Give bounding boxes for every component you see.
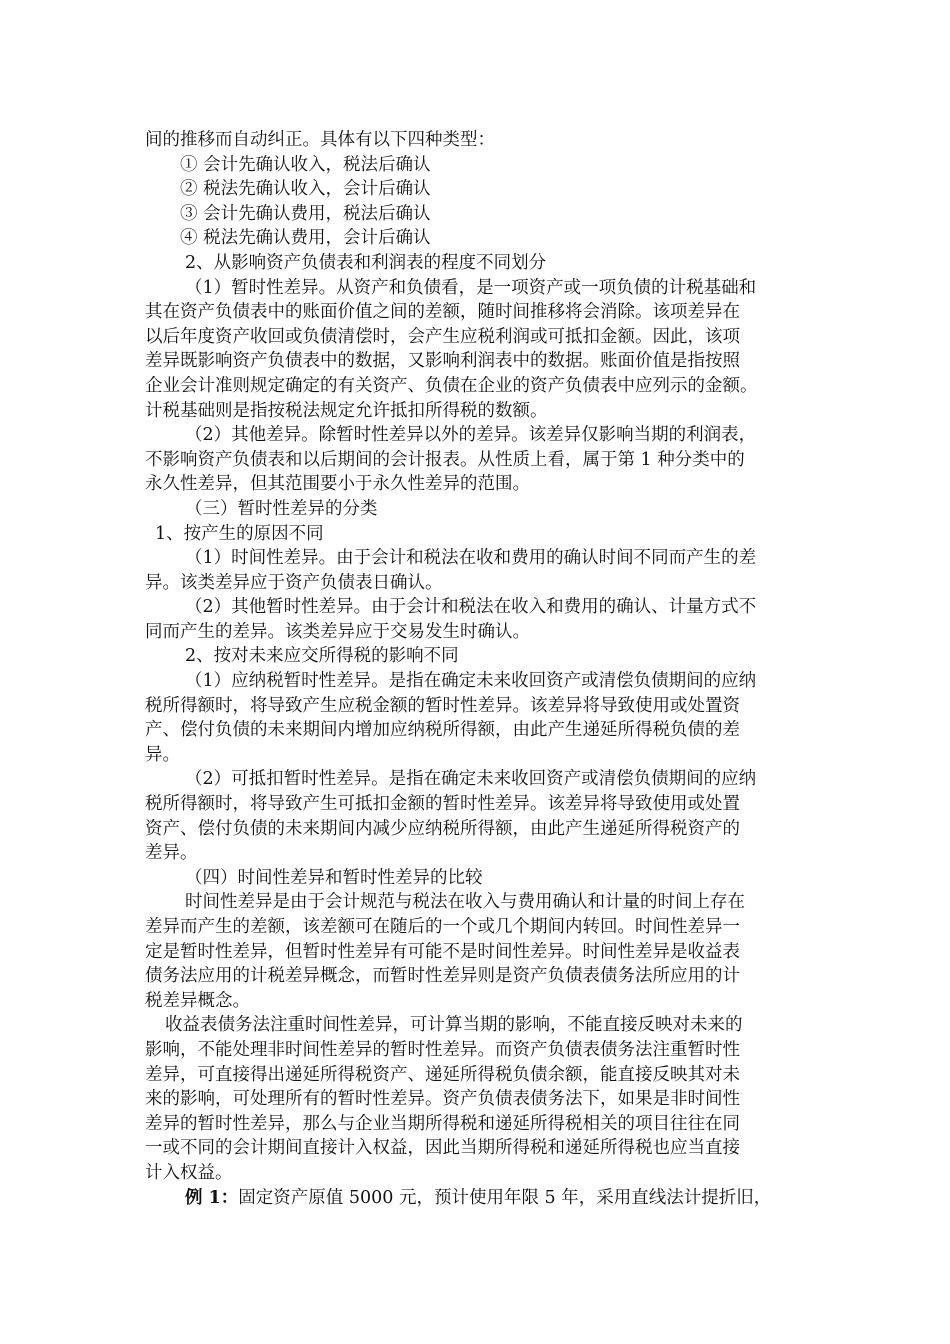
text-line: （1）应纳税暂时性差异。是指在确定未来收回资产或清偿负债期间的应纳 — [185, 671, 757, 692]
text-line: 差异，可直接得出递延所得税资产、递延所得税负债余额，能直接反映其对未 — [145, 1064, 740, 1085]
text-line: 税所得额时，将导致产生应税金额的暂时性差异。该差异将导致使用或处置资 — [145, 695, 740, 716]
text-line: 影响，不能处理非时间性差异的暂时性差异。而资产负债表债务法注重暂时性 — [145, 1039, 740, 1060]
section-heading: （四）时间性差异和暂时性差异的比较 — [185, 867, 483, 888]
text-line: 计税基础则是指按税法规定允许抵扣所得税的数额。 — [145, 400, 548, 421]
text-line: 以后年度资产收回或负债清偿时，会产生应税利润或可抵扣金额。因此，该项 — [145, 326, 740, 347]
list-item: ③ 会计先确认费用，税法后确认 — [180, 203, 431, 224]
text-line: 计入权益。 — [145, 1162, 233, 1183]
text-line: 差异。 — [145, 843, 198, 864]
text-line: 同而产生的差异。该类差异应于交易发生时确认。 — [145, 621, 530, 642]
text-line: 异。 — [145, 744, 180, 765]
section-heading: （三）暂时性差异的分类 — [185, 498, 378, 519]
text-line: 不影响资产负债表和以后期间的会计报表。从性质上看，属于第 1 种分类中的 — [145, 449, 745, 470]
example-label: 例 1： — [185, 1187, 239, 1208]
text-line: 异。该类差异应于资产负债表日确认。 — [145, 572, 443, 593]
text-line: 其在资产负债表中的账面价值之间的差额，随时间推移将会消除。该项差异在 — [145, 302, 740, 323]
example-text: 固定资产原值 5000 元，预计使用年限 5 年，采用直线法计提折旧， — [238, 1187, 772, 1208]
text-line: 税差异概念。 — [145, 990, 250, 1011]
text-line: 债务法应用的计税差异概念，而暂时性差异则是资产负债表债务法所应用的计 — [145, 966, 740, 987]
text-line: 企业会计准则规定确定的有关资产、负债在企业的资产负债表中应列示的金额。 — [145, 375, 758, 396]
text-line: 间的推移而自动纠正。具体有以下四种类型： — [145, 130, 495, 150]
list-item: ① 会计先确认收入，税法后确认 — [180, 154, 431, 175]
section-heading: 2、按对未来应交所得税的影响不同 — [185, 646, 459, 667]
text-line: （1）时间性差异。由于会计和税法在收和费用的确认时间不同而产生的差 — [185, 548, 757, 569]
text-line: 收益表债务法注重时间性差异，可计算当期的影响，不能直接反映对未来的 — [165, 1015, 743, 1036]
text-line: 永久性差异，但其范围要小于永久性差异的范围。 — [145, 474, 530, 495]
text-line: （2）其他差异。除暂时性差异以外的差异。该差异仅影响当期的利润表， — [185, 425, 757, 446]
text-line: 差异的暂时性差异，那么与企业当期所得税和递延所得税相关的项目往往在同 — [145, 1113, 740, 1134]
text-line: （2）其他暂时性差异。由于会计和税法在收入和费用的确认、计量方式不 — [185, 597, 757, 618]
example-line — [145, 1186, 813, 1211]
text-line: 资产、偿付负债的未来期间内减少应纳税所得额，由此产生递延所得税资产的 — [145, 818, 740, 839]
text-line: （1）暂时性差异。从资产和负债看，是一项资产或一项负债的计税基础和 — [185, 277, 757, 298]
text-line: 差异而产生的差额，该差额可在随后的一个或几个期间内转回。时间性差异一 — [145, 917, 740, 937]
document-page — [145, 128, 813, 1210]
list-item: ④ 税法先确认费用，会计后确认 — [180, 228, 431, 249]
text-line: 来的影响，可处理所有的暂时性差异。资产负债表债务法下，如果是非时间性 — [145, 1089, 740, 1110]
section-heading: 2、从影响资产负债表和利润表的程度不同划分 — [185, 252, 547, 273]
text-line: 税所得额时，将导致产生可抵扣金额的暂时性差异。该差异将导致使用或处置 — [145, 794, 740, 815]
list-item: ② 税法先确认收入，会计后确认 — [180, 179, 431, 200]
text-line: 时间性差异是由于会计规范与税法在收入与费用确认和计量的时间上存在 — [185, 892, 745, 913]
text-line: （2）可抵扣暂时性差异。是指在确定未来收回资产或清偿负债期间的应纳 — [185, 769, 757, 790]
text-line: 产、偿付负债的未来期间内增加应纳税所得额，由此产生递延所得税负债的差 — [145, 720, 740, 741]
text-line: 差异既影响资产负债表中的数据，又影响利润表中的数据。账面价值是指按照 — [145, 351, 740, 372]
text-line: 定是暂时性差异，但暂时性差异有可能不是时间性差异。时间性差异是收益表 — [145, 941, 740, 962]
text-line: 一或不同的会计期间直接计入权益，因此当期所得税和递延所得税也应当直接 — [145, 1138, 740, 1159]
section-heading: 1、按产生的原因不同 — [155, 523, 324, 544]
